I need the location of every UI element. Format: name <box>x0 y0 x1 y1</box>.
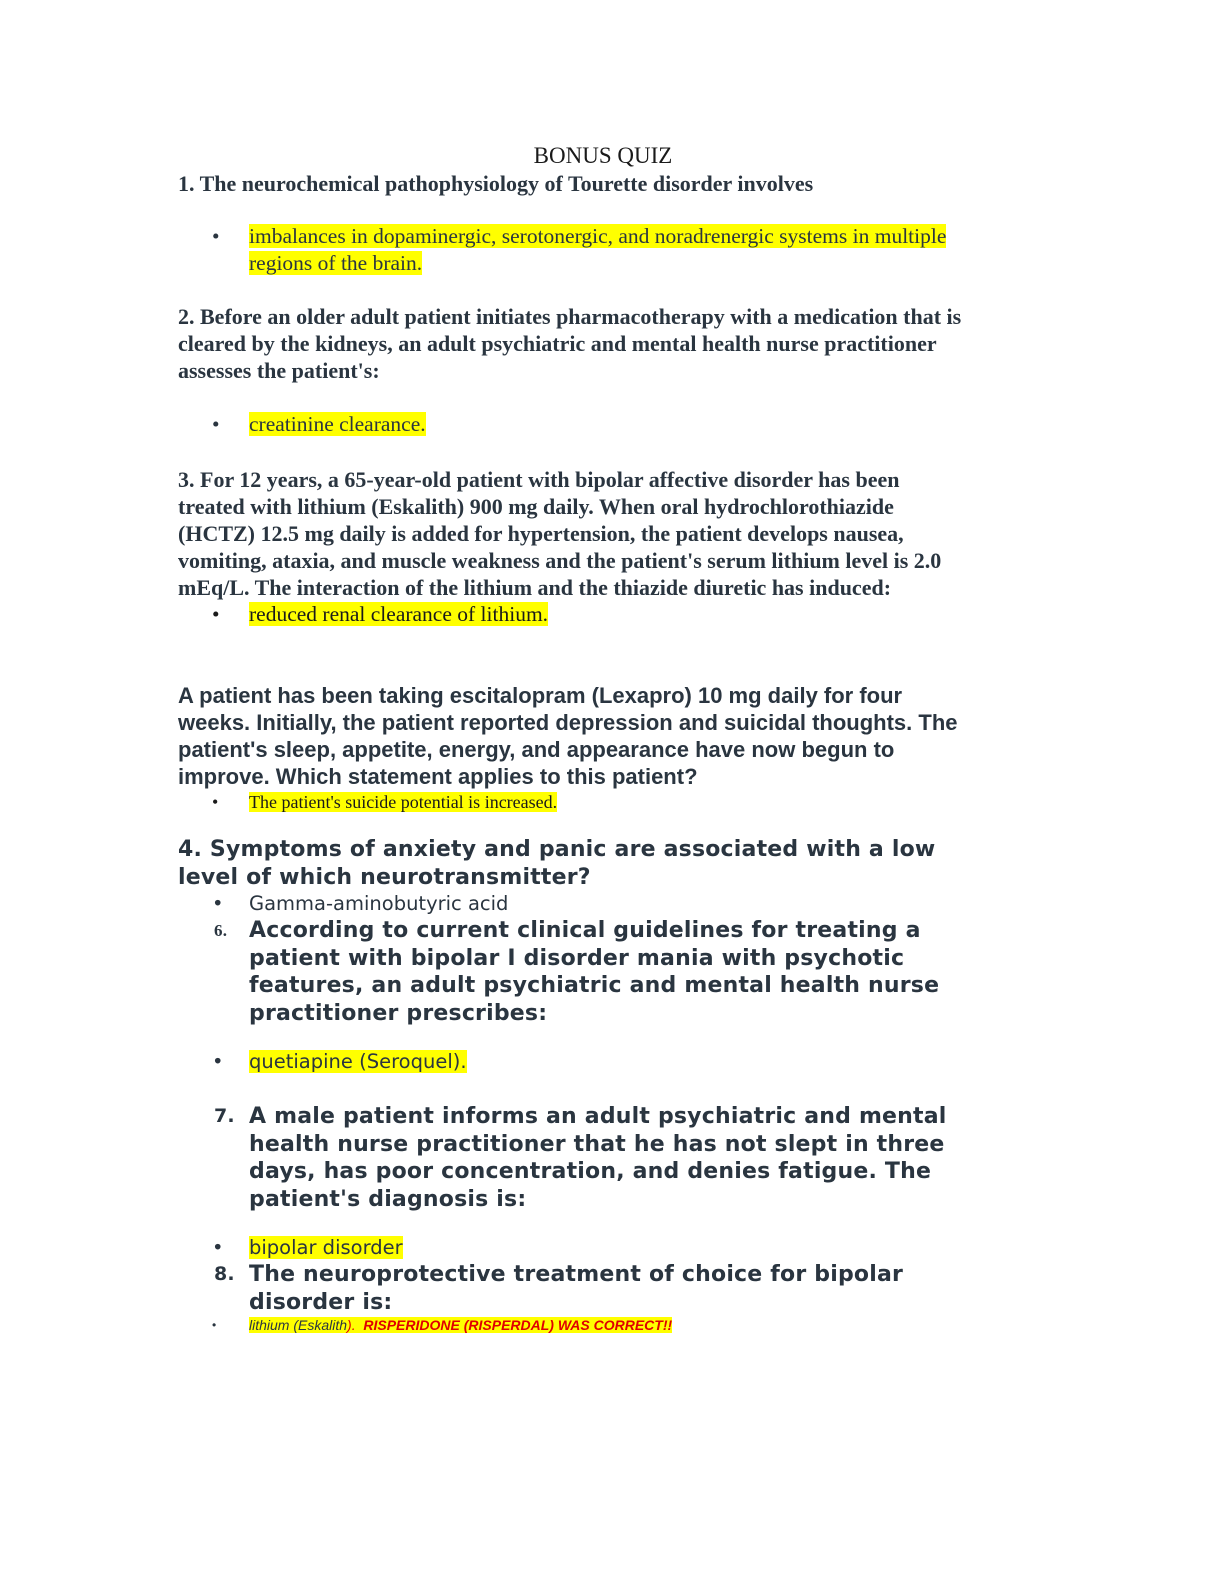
answer-7 <box>178 1235 1028 1261</box>
bullet-icon: • <box>212 412 220 436</box>
question-3-line-5: mEq/L. The interaction of the lithium and the thiazide diuretic has induced: <box>178 575 892 600</box>
question-7-line-2: health nurse practitioner that he has not slept in three <box>249 1131 945 1157</box>
question-7 <box>178 1103 1028 1213</box>
answer-4 <box>178 891 1028 917</box>
question-8 <box>178 1261 1028 1316</box>
question-2 <box>178 303 1028 384</box>
question-8-number: 8. <box>214 1263 235 1285</box>
question-6-line-4: practitioner prescribes: <box>249 1000 548 1026</box>
question-6-number: 6. <box>214 921 228 940</box>
answer-8-correction: RISPERIDONE (RISPERDAL) WAS CORRECT!! <box>363 1317 673 1333</box>
answer-6-text: quetiapine (Seroquel). <box>249 1050 467 1073</box>
bullet-icon: • <box>212 792 219 812</box>
bullet-icon: • <box>212 1318 217 1332</box>
answer-3 <box>178 601 1028 628</box>
bullet-icon: • <box>212 1050 224 1073</box>
document-page <box>178 142 1028 1334</box>
answer-8-highlight <box>249 1317 672 1333</box>
question-4-line-1: 4. Symptoms of anxiety and panic are associated with a low <box>178 837 936 862</box>
answer-8 <box>178 1316 1028 1334</box>
question-8-line-1: The neuroprotective treatment of choice for bipolar <box>249 1262 904 1287</box>
question-2-line-2: cleared by the kidneys, an adult psychiatric and mental health nurse practitioner <box>178 331 937 356</box>
page-title: BONUS QUIZ <box>533 143 673 168</box>
question-7-line-3: days, has poor concentration, and denies fatigue. The <box>249 1159 932 1184</box>
bullet-icon: • <box>212 1236 224 1259</box>
question-lexapro <box>178 682 1028 790</box>
question-3-line-4: vomiting, ataxia, and muscle weakness and the patient's serum lithium level is 2.0 <box>178 548 942 573</box>
question-lexapro-line-3: patient's sleep, appetite, energy, and appearance have now begun to <box>178 737 895 762</box>
question-4 <box>178 836 1028 891</box>
answer-lexapro <box>178 790 1028 814</box>
answer-6 <box>178 1049 1028 1075</box>
question-1: 1. The neurochemical pathophysiology of Tourette disorder involves <box>178 171 814 196</box>
question-7-number: 7. <box>214 1105 235 1127</box>
question-2-line-1: 2. Before an older adult patient initiates pharmacotherapy with a medication that is <box>178 304 962 329</box>
answer-1-line-1: imbalances in dopaminergic, serotonergic, and noradrenergic systems in multiple <box>249 224 947 248</box>
bullet-icon: • <box>212 224 220 248</box>
answer-7-text: bipolar disorder <box>249 1236 403 1259</box>
answer-4-text: Gamma-aminobutyric acid <box>249 892 509 915</box>
question-3-line-1: 3. For 12 years, a 65-year-old patient with bipolar affective disorder has been <box>178 467 900 492</box>
question-3-line-3: (HCTZ) 12.5 mg daily is added for hypertension, the patient develops nausea, <box>178 521 904 546</box>
answer-lexapro-text: The patient's suicide potential is increased. <box>249 792 558 812</box>
question-3-line-2: treated with lithium (Eskalith) 900 mg daily. When oral hydrochlorothiazide <box>178 494 894 519</box>
question-3 <box>178 466 1028 601</box>
answer-8-paren: ). <box>347 1317 356 1333</box>
question-2-line-3: assesses the patient's: <box>178 358 380 383</box>
question-lexapro-line-4: improve. Which statement applies to this patient? <box>178 764 698 789</box>
answer-2-text: creatinine clearance. <box>249 412 426 436</box>
question-6-line-1: According to current clinical guidelines for treating a <box>249 918 921 943</box>
answer-8-text: lithium (Eskalith <box>249 1317 348 1333</box>
question-lexapro-line-1: A patient has been taking escitalopram (Lexapro) 10 mg daily for four <box>178 683 903 708</box>
bullet-icon: • <box>212 892 224 915</box>
question-6-line-3: features, an adult psychiatric and mental health nurse <box>249 973 940 998</box>
question-8-line-2: disorder is: <box>249 1289 393 1315</box>
bullet-icon: • <box>212 602 220 626</box>
question-7-line-1: A male patient informs an adult psychiatric and mental <box>249 1104 947 1129</box>
question-6 <box>178 917 1028 1027</box>
question-6-line-2: patient with bipolar I disorder mania with psychotic <box>249 945 905 971</box>
answer-2 <box>178 411 1028 438</box>
question-lexapro-line-2: weeks. Initially, the patient reported depression and suicidal thoughts. The <box>178 710 958 735</box>
answer-3-text: reduced renal clearance of lithium. <box>249 602 549 626</box>
question-7-line-4: patient's diagnosis is: <box>249 1186 527 1212</box>
question-4-line-2: level of which neurotransmitter? <box>178 864 591 890</box>
answer-1 <box>178 223 1028 277</box>
answer-1-line-2: regions of the brain. <box>249 251 423 275</box>
